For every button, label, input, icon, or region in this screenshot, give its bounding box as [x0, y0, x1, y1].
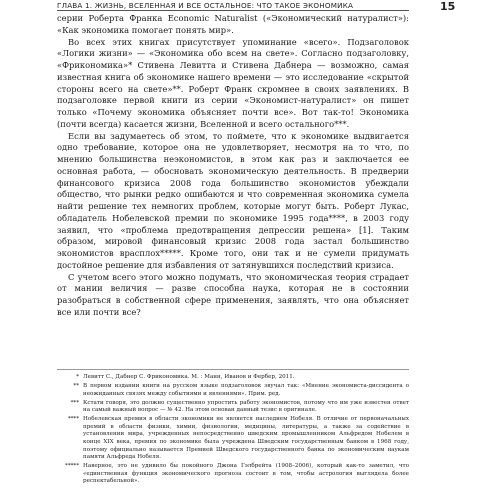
footnote-mark: ***** [65, 463, 79, 470]
footnotes [57, 374, 409, 487]
footnote-mark: * [76, 374, 79, 380]
footnote-mark: **** [67, 416, 79, 423]
paragraph: С учетом всего этого можно подумать, что экономическая теория страдает от мании величия — разве способна наука, которая не в состоянии разобраться в собственной сфере применения, заявлять, что она объясняет все или почти все? [57, 271, 409, 317]
chapter-title: ГЛАВА 1. ЖИЗНЬ, ВСЕЛЕННАЯ И ВСЕ ОСТАЛЬНОЕ: ЧТО ТАКОЕ ЭКОНОМИКА [57, 1, 354, 10]
footnote-separator [57, 369, 409, 370]
running-header [0, 0, 500, 14]
footnote [57, 374, 409, 382]
footnote-mark: *** [70, 399, 79, 406]
paragraph: серии Роберта Франка Economic Naturalist («Экономический натуралист»): «Как экономика помогает понять мир». [57, 13, 409, 35]
footnote [57, 416, 409, 462]
footnote-text: Нобелевская премия в области экономики не является наследием Нобеля. В отличие от первоначальных премий в области физики, химии, физиологии, медицины, литературы, а также за содействие в установлении мира, учрежденных непосредственно шведским промышленником Альфредом Нобелем в конце XIX века, премия по экономике была учреждена Шведским государственным банком в 1968 году, поэтому официально называется Премией Шведского государственного банка по экономическим наукам памяти Альфреда Нобеля. [83, 416, 409, 461]
footnote-text: Наверное, это не удивило бы покойного Джона Гэлбрейта (1908–2006), который как-то заметил, что «единственная функция экономического прогноза состоит в том, чтобы астрология выглядела более респектабельной». [83, 463, 409, 485]
footnote-text: Левитт С., Дабнер С. Фрикономика. М. : Манн, Иванов и Фербер, 2011. [83, 374, 295, 380]
header-rule [57, 10, 409, 11]
footnote [57, 383, 409, 398]
footnote-text: В первом издании книги на русском языке подзаголовок звучал так: «Мнение экономиста-диссидента о неожиданных связях между событиями и явлениями». Прим. ред. [83, 382, 409, 397]
paragraph: Если вы задумаетесь об этом, то поймете, что к экономике выдвигается одно требование, которое она не удовлетворяет, несмотря на то что, по мнению большинства неэкономистов, в этом как раз и заключается ее основная работа, — обосновать экономическую деятельность. В предверии финансового кризиса 2008 года большинство экономистов убеждали общество, что рынки редко ошибаются и что современная экономика сумела найти решение тех немногих проблем, которые могут быть. Роберт Лукас, обладатель Нобелевской премии по экономике 1995 года****, в 2003 году заявил, что «проблема предотвращения депрессии решена» [1]. Таким образом, мировой финансовый кризис 2008 года застал большинство экономистов врасплох*****. Кроме того, они так и не сумели придумать достойное решение для избавления от затянувшихся последствий кризиса. [57, 130, 409, 270]
main-text [57, 13, 409, 319]
footnote [57, 400, 409, 415]
footnote [57, 463, 409, 486]
footnote-text: Кстати говоря, это должно существенно упростить работу экономистов, потому что им уже известен ответ на самый важный вопрос — № 42. На этом основан данный тезис в оригинале. [83, 399, 409, 414]
page-number: 15 [440, 0, 456, 13]
footnote-mark: ** [73, 382, 79, 389]
paragraph: Во всех этих книгах присутствует упоминание «всего». Подзаголовок «Логики жизни» — «Экономика обо всем на свете». Согласно подзаголовку, «Фрикономика»* Стивена Левитта и Стивена Дабнера — возможно, самая известная книга об экономике нашего времени — это исследование «скрытой стороны всего на свете»**. Роберт Франк скромнее в своих заявлениях. В подзаголовке первой книги из серии «Экономист-натуралист» он пишет только «Почему экономика объясняет почти все». Вот так-то! Экономика (почти всегда) касается жизни, Вселенной и всего остального***. [57, 36, 409, 129]
